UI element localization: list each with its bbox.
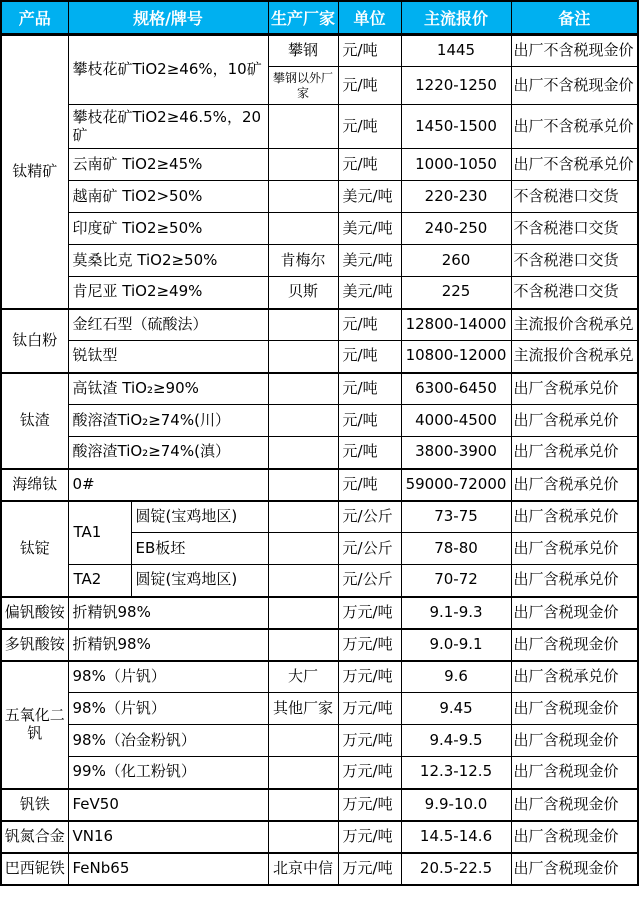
note-cell: 出厂含税承兑价 — [511, 469, 638, 501]
spec-cell: FeNb65 — [68, 853, 268, 885]
price-cell: 260 — [401, 245, 511, 277]
table-row — [1, 309, 638, 341]
product-cell: 钒铁 — [1, 789, 68, 821]
maker-cell — [268, 469, 338, 501]
price-cell: 59000-72000 — [401, 469, 511, 501]
note-cell: 出厂含税承兑价 — [511, 501, 638, 533]
table-row — [1, 373, 638, 405]
table-row — [1, 501, 638, 533]
spec-cell: 98%（片钒） — [68, 661, 268, 693]
unit-cell: 元/吨 — [338, 405, 401, 437]
unit-cell: 元/吨 — [338, 149, 401, 181]
maker-cell — [268, 405, 338, 437]
maker-cell: 攀钢 — [268, 35, 338, 67]
table-row — [1, 277, 638, 309]
table-row — [1, 597, 638, 629]
spec-cell: 99%（化工粉钒） — [68, 757, 268, 789]
spec-cell: 高钛渣 TiO₂≥90% — [68, 373, 268, 405]
maker-cell — [268, 309, 338, 341]
unit-cell: 元/公斤 — [338, 565, 401, 597]
unit-cell: 万元/吨 — [338, 629, 401, 661]
table-row — [1, 149, 638, 181]
note-cell: 不含税港口交货 — [511, 181, 638, 213]
note-cell: 出厂含税现金价 — [511, 629, 638, 661]
unit-cell: 万元/吨 — [338, 693, 401, 725]
unit-cell: 元/吨 — [338, 437, 401, 469]
unit-cell: 元/吨 — [338, 309, 401, 341]
product-cell: 多钒酸铵 — [1, 629, 68, 661]
note-cell: 出厂含税现金价 — [511, 821, 638, 853]
table-row — [1, 105, 638, 149]
table-row — [1, 405, 638, 437]
maker-cell — [268, 533, 338, 565]
note-cell: 不含税港口交货 — [511, 277, 638, 309]
unit-cell: 元/吨 — [338, 105, 401, 149]
table-row — [1, 629, 638, 661]
unit-cell: 美元/吨 — [338, 213, 401, 245]
table-row — [1, 789, 638, 821]
maker-cell — [268, 821, 338, 853]
maker-cell — [268, 725, 338, 757]
note-cell: 出厂含税承兑价 — [511, 565, 638, 597]
price-cell: 9.45 — [401, 693, 511, 725]
maker-cell — [268, 149, 338, 181]
maker-cell — [268, 629, 338, 661]
spec-cell: 98%（冶金粉钒） — [68, 725, 268, 757]
note-cell: 出厂含税现金价 — [511, 853, 638, 885]
header-spec: 规格/牌号 — [68, 1, 268, 35]
price-cell: 9.0-9.1 — [401, 629, 511, 661]
table-row — [1, 245, 638, 277]
maker-cell — [268, 501, 338, 533]
spec-cell: 莫桑比克 TiO2≥50% — [68, 245, 268, 277]
note-cell: 出厂含税承兑价 — [511, 405, 638, 437]
spec-cell: 锐钛型 — [68, 341, 268, 373]
unit-cell: 元/吨 — [338, 35, 401, 67]
price-cell: 73-75 — [401, 501, 511, 533]
spec-cell: 折精钒98% — [68, 629, 268, 661]
unit-cell: 元/吨 — [338, 67, 401, 105]
note-cell: 出厂含税现金价 — [511, 725, 638, 757]
unit-cell: 美元/吨 — [338, 181, 401, 213]
unit-cell: 万元/吨 — [338, 789, 401, 821]
note-cell: 出厂含税现金价 — [511, 693, 638, 725]
table-row — [1, 821, 638, 853]
spec-cell: 98%（片钒） — [68, 693, 268, 725]
table-row — [1, 469, 638, 501]
unit-cell: 元/吨 — [338, 373, 401, 405]
note-cell: 出厂含税现金价 — [511, 757, 638, 789]
unit-cell: 万元/吨 — [338, 821, 401, 853]
price-cell: 1220-1250 — [401, 67, 511, 105]
spec-cell: 折精钒98% — [68, 597, 268, 629]
maker-cell — [268, 181, 338, 213]
maker-cell: 攀钢以外厂家 — [268, 67, 338, 105]
grade-cell: TA1 — [68, 501, 131, 565]
spec-cell: 攀枝花矿TiO2≥46.5%，20矿 — [68, 105, 268, 149]
price-cell: 9.6 — [401, 661, 511, 693]
price-cell: 240-250 — [401, 213, 511, 245]
price-cell: 9.9-10.0 — [401, 789, 511, 821]
unit-cell: 元/公斤 — [338, 501, 401, 533]
price-cell: 14.5-14.6 — [401, 821, 511, 853]
spec-cell: 0# — [68, 469, 268, 501]
unit-cell: 万元/吨 — [338, 597, 401, 629]
unit-cell: 万元/吨 — [338, 661, 401, 693]
header-unit: 单位 — [338, 1, 401, 35]
maker-cell — [268, 373, 338, 405]
table-row — [1, 725, 638, 757]
note-cell: 出厂不含税承兑价 — [511, 105, 638, 149]
price-cell: 3800-3900 — [401, 437, 511, 469]
maker-cell: 贝斯 — [268, 277, 338, 309]
price-cell: 12800-14000 — [401, 309, 511, 341]
note-cell: 出厂含税承兑价 — [511, 533, 638, 565]
maker-cell: 其他厂家 — [268, 693, 338, 725]
spec-cell: 金红石型（硫酸法） — [68, 309, 268, 341]
maker-cell: 肯梅尔 — [268, 245, 338, 277]
table-row — [1, 693, 638, 725]
price-cell: 6300-6450 — [401, 373, 511, 405]
header-maker: 生产厂家 — [268, 1, 338, 35]
spec-cell: 攀枝花矿TiO2≥46%，10矿 — [68, 35, 268, 105]
table-row — [1, 35, 638, 67]
unit-cell: 美元/吨 — [338, 277, 401, 309]
unit-cell: 万元/吨 — [338, 725, 401, 757]
price-cell: 70-72 — [401, 565, 511, 597]
table-row — [1, 565, 638, 597]
product-cell: 五氧化二钒 — [1, 661, 68, 789]
note-cell: 出厂不含税现金价 — [511, 35, 638, 67]
unit-cell: 元/公斤 — [338, 533, 401, 565]
price-cell: 10800-12000 — [401, 341, 511, 373]
table-row — [1, 341, 638, 373]
header-product: 产品 — [1, 1, 68, 35]
maker-cell — [268, 565, 338, 597]
note-cell: 出厂含税承兑价 — [511, 661, 638, 693]
maker-cell — [268, 597, 338, 629]
form-cell: EB板坯 — [131, 533, 268, 565]
product-cell: 钛渣 — [1, 373, 68, 469]
unit-cell: 美元/吨 — [338, 245, 401, 277]
maker-cell — [268, 213, 338, 245]
product-cell: 钛白粉 — [1, 309, 68, 373]
unit-cell: 万元/吨 — [338, 757, 401, 789]
unit-cell: 元/吨 — [338, 469, 401, 501]
maker-cell — [268, 757, 338, 789]
spec-cell: 酸溶渣TiO₂≥74%(滇） — [68, 437, 268, 469]
product-cell: 偏钒酸铵 — [1, 597, 68, 629]
price-cell: 220-230 — [401, 181, 511, 213]
product-cell: 钛锭 — [1, 501, 68, 597]
price-cell: 12.3-12.5 — [401, 757, 511, 789]
price-cell: 1445 — [401, 35, 511, 67]
header-price: 主流报价 — [401, 1, 511, 35]
maker-cell — [268, 789, 338, 821]
note-cell: 不含税港口交货 — [511, 245, 638, 277]
note-cell: 主流报价含税承兑 — [511, 341, 638, 373]
product-cell: 钒氮合金 — [1, 821, 68, 853]
spec-cell: 越南矿 TiO2>50% — [68, 181, 268, 213]
header-row — [1, 1, 638, 35]
unit-cell: 元/吨 — [338, 341, 401, 373]
form-cell: 圆锭(宝鸡地区) — [131, 565, 268, 597]
table-row — [1, 213, 638, 245]
price-cell: 225 — [401, 277, 511, 309]
maker-cell — [268, 341, 338, 373]
table-row — [1, 181, 638, 213]
price-cell: 9.4-9.5 — [401, 725, 511, 757]
note-cell: 不含税港口交货 — [511, 213, 638, 245]
form-cell: 圆锭(宝鸡地区) — [131, 501, 268, 533]
note-cell: 出厂不含税现金价 — [511, 67, 638, 105]
note-cell: 主流报价含税承兑 — [511, 309, 638, 341]
price-cell: 20.5-22.5 — [401, 853, 511, 885]
note-cell: 出厂含税承兑价 — [511, 437, 638, 469]
spec-cell: 印度矿 TiO2≥50% — [68, 213, 268, 245]
note-cell: 出厂含税现金价 — [511, 789, 638, 821]
table-row — [1, 661, 638, 693]
grade-cell: TA2 — [68, 565, 131, 597]
price-cell: 9.1-9.3 — [401, 597, 511, 629]
price-cell: 4000-4500 — [401, 405, 511, 437]
header-note: 备注 — [511, 1, 638, 35]
price-cell: 1000-1050 — [401, 149, 511, 181]
product-cell: 钛精矿 — [1, 35, 68, 309]
product-cell: 巴西铌铁 — [1, 853, 68, 885]
price-cell: 78-80 — [401, 533, 511, 565]
unit-cell: 万元/吨 — [338, 853, 401, 885]
spec-cell: 云南矿 TiO2≥45% — [68, 149, 268, 181]
table-row — [1, 437, 638, 469]
maker-cell: 大厂 — [268, 661, 338, 693]
maker-cell — [268, 437, 338, 469]
note-cell: 出厂含税现金价 — [511, 597, 638, 629]
spec-cell: FeV50 — [68, 789, 268, 821]
spec-cell: VN16 — [68, 821, 268, 853]
price-cell: 1450-1500 — [401, 105, 511, 149]
table-row — [1, 853, 638, 885]
spec-cell: 酸溶渣TiO₂≥74%(川） — [68, 405, 268, 437]
note-cell: 出厂含税承兑价 — [511, 373, 638, 405]
note-cell: 出厂不含税承兑价 — [511, 149, 638, 181]
maker-cell: 北京中信 — [268, 853, 338, 885]
spec-cell: 肯尼亚 TiO2≥49% — [68, 277, 268, 309]
maker-cell — [268, 105, 338, 149]
product-cell: 海绵钛 — [1, 469, 68, 501]
table-row — [1, 757, 638, 789]
